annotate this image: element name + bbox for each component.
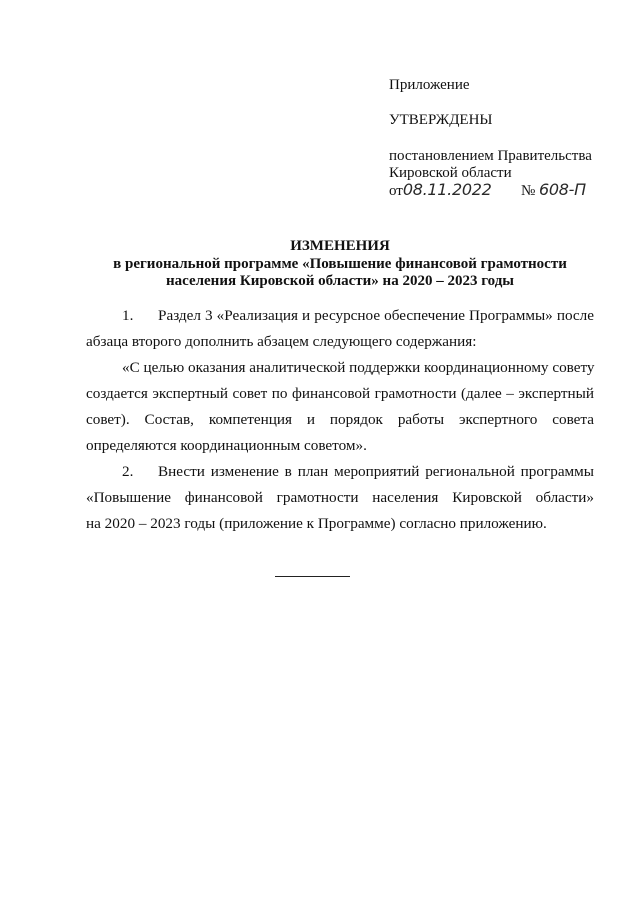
item-2 bbox=[86, 459, 594, 537]
approved-label: УТВЕРЖДЕНЫ bbox=[389, 112, 493, 128]
item-1-number: 1. bbox=[122, 307, 134, 324]
item-2-line-2: «Повышение финансовой грамотности населения Кировской области» bbox=[86, 489, 594, 506]
handwritten-date: 08.11.2022 bbox=[402, 180, 492, 199]
document-subtitle-line-1: в региональной программе «Повышение финансовой грамотности bbox=[113, 256, 567, 272]
item-2-line-1 bbox=[86, 459, 594, 485]
item-2-number: 2. bbox=[122, 463, 134, 480]
item-2-text-1: Внести изменение в план мероприятий региональной программы bbox=[158, 463, 594, 480]
item-1 bbox=[86, 303, 594, 355]
quote-line-1: «С целью оказания аналитической поддержки координационному совету bbox=[122, 359, 595, 376]
decree-line-1: постановлением Правительства bbox=[389, 148, 592, 164]
quoted-paragraph bbox=[86, 355, 594, 459]
appendix-label: Приложение bbox=[389, 77, 470, 93]
item-1-line-2: абзаца второго дополнить абзацем следующего содержания: bbox=[86, 333, 477, 350]
item-1-text-1: Раздел 3 «Реализация и ресурсное обеспечение Программы» после bbox=[158, 307, 594, 324]
decree-date-number bbox=[389, 181, 586, 200]
document-title: ИЗМЕНЕНИЯ bbox=[290, 238, 390, 254]
item-1-line-1 bbox=[86, 303, 594, 329]
quote-line-4: определяются координационным советом». bbox=[86, 437, 367, 454]
item-2-line-3: на 2020 – 2023 годы (приложение к Программе) согласно приложению. bbox=[86, 515, 547, 532]
decree-line-2: Кировской области bbox=[389, 165, 512, 181]
document-subtitle-line-2: населения Кировской области» на 2020 – 2023 годы bbox=[165, 273, 515, 289]
number-prefix: № bbox=[520, 183, 536, 199]
quote-line-3: совет). Состав, компетенция и порядок работы экспертного совета bbox=[86, 411, 594, 428]
closing-divider bbox=[275, 576, 350, 577]
quote-line-2: создается экспертный совет по финансовой грамотности (далее – экспертный bbox=[86, 385, 594, 402]
date-prefix: от bbox=[389, 183, 403, 199]
handwritten-number: 608-П bbox=[539, 180, 586, 199]
